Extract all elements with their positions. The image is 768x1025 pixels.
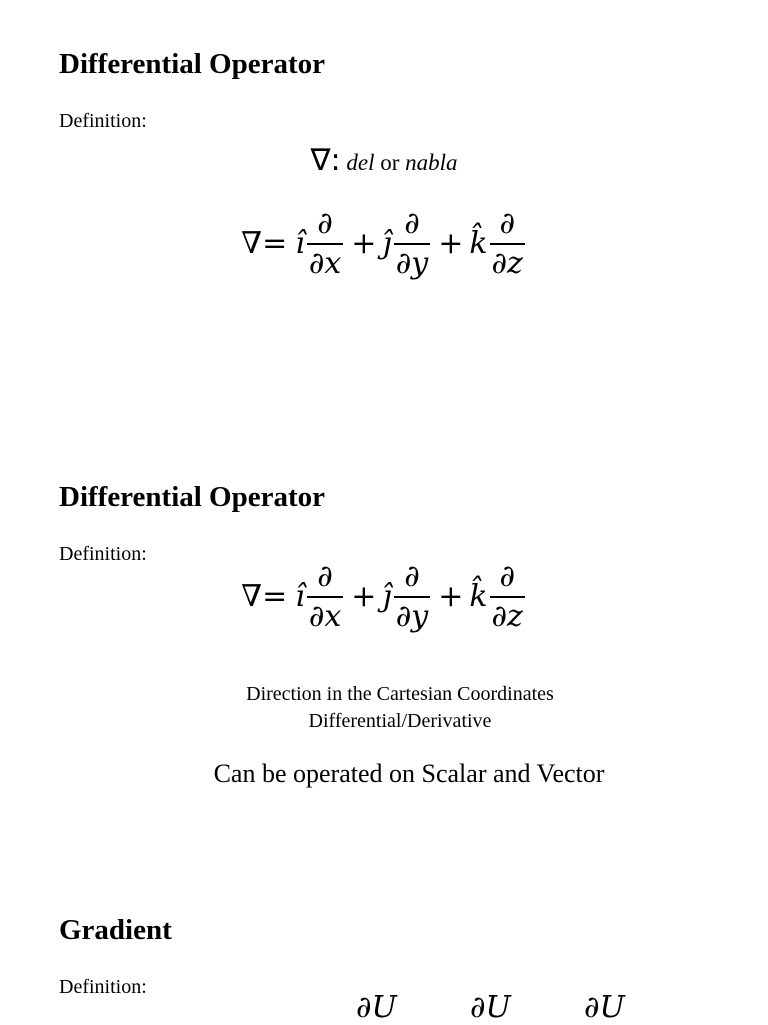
- fraction-numerator: ∂: [404, 206, 420, 241]
- fraction-denominator: ∂z: [491, 245, 523, 281]
- or-word: or: [380, 150, 400, 175]
- fraction-bar: [490, 243, 525, 245]
- fraction-numerator: ∂: [499, 206, 515, 241]
- fraction-bar: [394, 596, 430, 598]
- nabla-word: nabla: [405, 150, 458, 175]
- definition-label: Definition:: [59, 543, 147, 565]
- unit-vector-k: k̂: [469, 226, 488, 261]
- fraction-denominator: ∂y: [395, 245, 429, 281]
- plus-sign: +: [351, 226, 377, 261]
- del-operator-equation: [0, 208, 768, 279]
- partial-y-fraction: [394, 561, 430, 632]
- del-word: del: [346, 150, 375, 175]
- fraction-bar: [490, 596, 525, 598]
- equation-annotation: [0, 681, 768, 735]
- nabla-symbol: ∇:: [310, 143, 341, 178]
- definition-label: Definition:: [59, 110, 147, 132]
- slide-title: Differential Operator: [59, 481, 326, 513]
- partial-u-z: ∂U: [584, 990, 625, 1025]
- definition-label: Definition:: [59, 976, 147, 998]
- slide-title: Gradient: [59, 914, 172, 946]
- plus-sign: +: [351, 579, 377, 614]
- partial-y-fraction: [394, 208, 430, 279]
- unit-vector-k: k̂: [469, 579, 488, 614]
- partial-z-fraction: [490, 208, 525, 279]
- unit-vector-j: ȷ̂: [382, 579, 392, 614]
- slide-gradient: [0, 866, 768, 1024]
- partial-z-fraction: [490, 561, 525, 632]
- unit-vector-i: ı̂: [295, 579, 305, 614]
- slide-title: Differential Operator: [59, 48, 326, 80]
- fraction-bar: [307, 596, 343, 598]
- fraction-denominator: ∂z: [491, 598, 523, 634]
- plus-sign: +: [438, 226, 464, 261]
- partial-u-x: ∂U: [356, 990, 397, 1025]
- fraction-numerator: ∂: [317, 206, 333, 241]
- plus-sign: +: [438, 579, 464, 614]
- equation-lhs: ∇=: [241, 579, 288, 614]
- partial-u-y: ∂U: [470, 990, 511, 1025]
- fraction-numerator: ∂: [499, 559, 515, 594]
- del-operator-equation: [0, 561, 768, 632]
- fraction-denominator: ∂x: [308, 245, 342, 281]
- partial-x-fraction: [307, 208, 343, 279]
- unit-vector-i: ı̂: [295, 226, 305, 261]
- operator-statement: Can be operated on Scalar and Vector: [213, 759, 605, 788]
- fraction-bar: [307, 243, 343, 245]
- fraction-denominator: ∂x: [308, 598, 342, 634]
- unit-vector-j: ȷ̂: [382, 226, 392, 261]
- fraction-numerator: ∂: [404, 559, 420, 594]
- slide-differential-operator-1: [0, 0, 768, 433]
- annotation-derivative: Differential/Derivative: [308, 710, 492, 732]
- equation-lhs: ∇=: [241, 226, 288, 261]
- slide-differential-operator-2: [0, 433, 768, 866]
- partial-x-fraction: [307, 561, 343, 632]
- fraction-numerator: ∂: [317, 559, 333, 594]
- nabla-definition: [0, 143, 768, 178]
- fraction-denominator: ∂y: [395, 598, 429, 634]
- annotation-direction: Direction in the Cartesian Coordinates: [246, 683, 554, 705]
- fraction-bar: [394, 243, 430, 245]
